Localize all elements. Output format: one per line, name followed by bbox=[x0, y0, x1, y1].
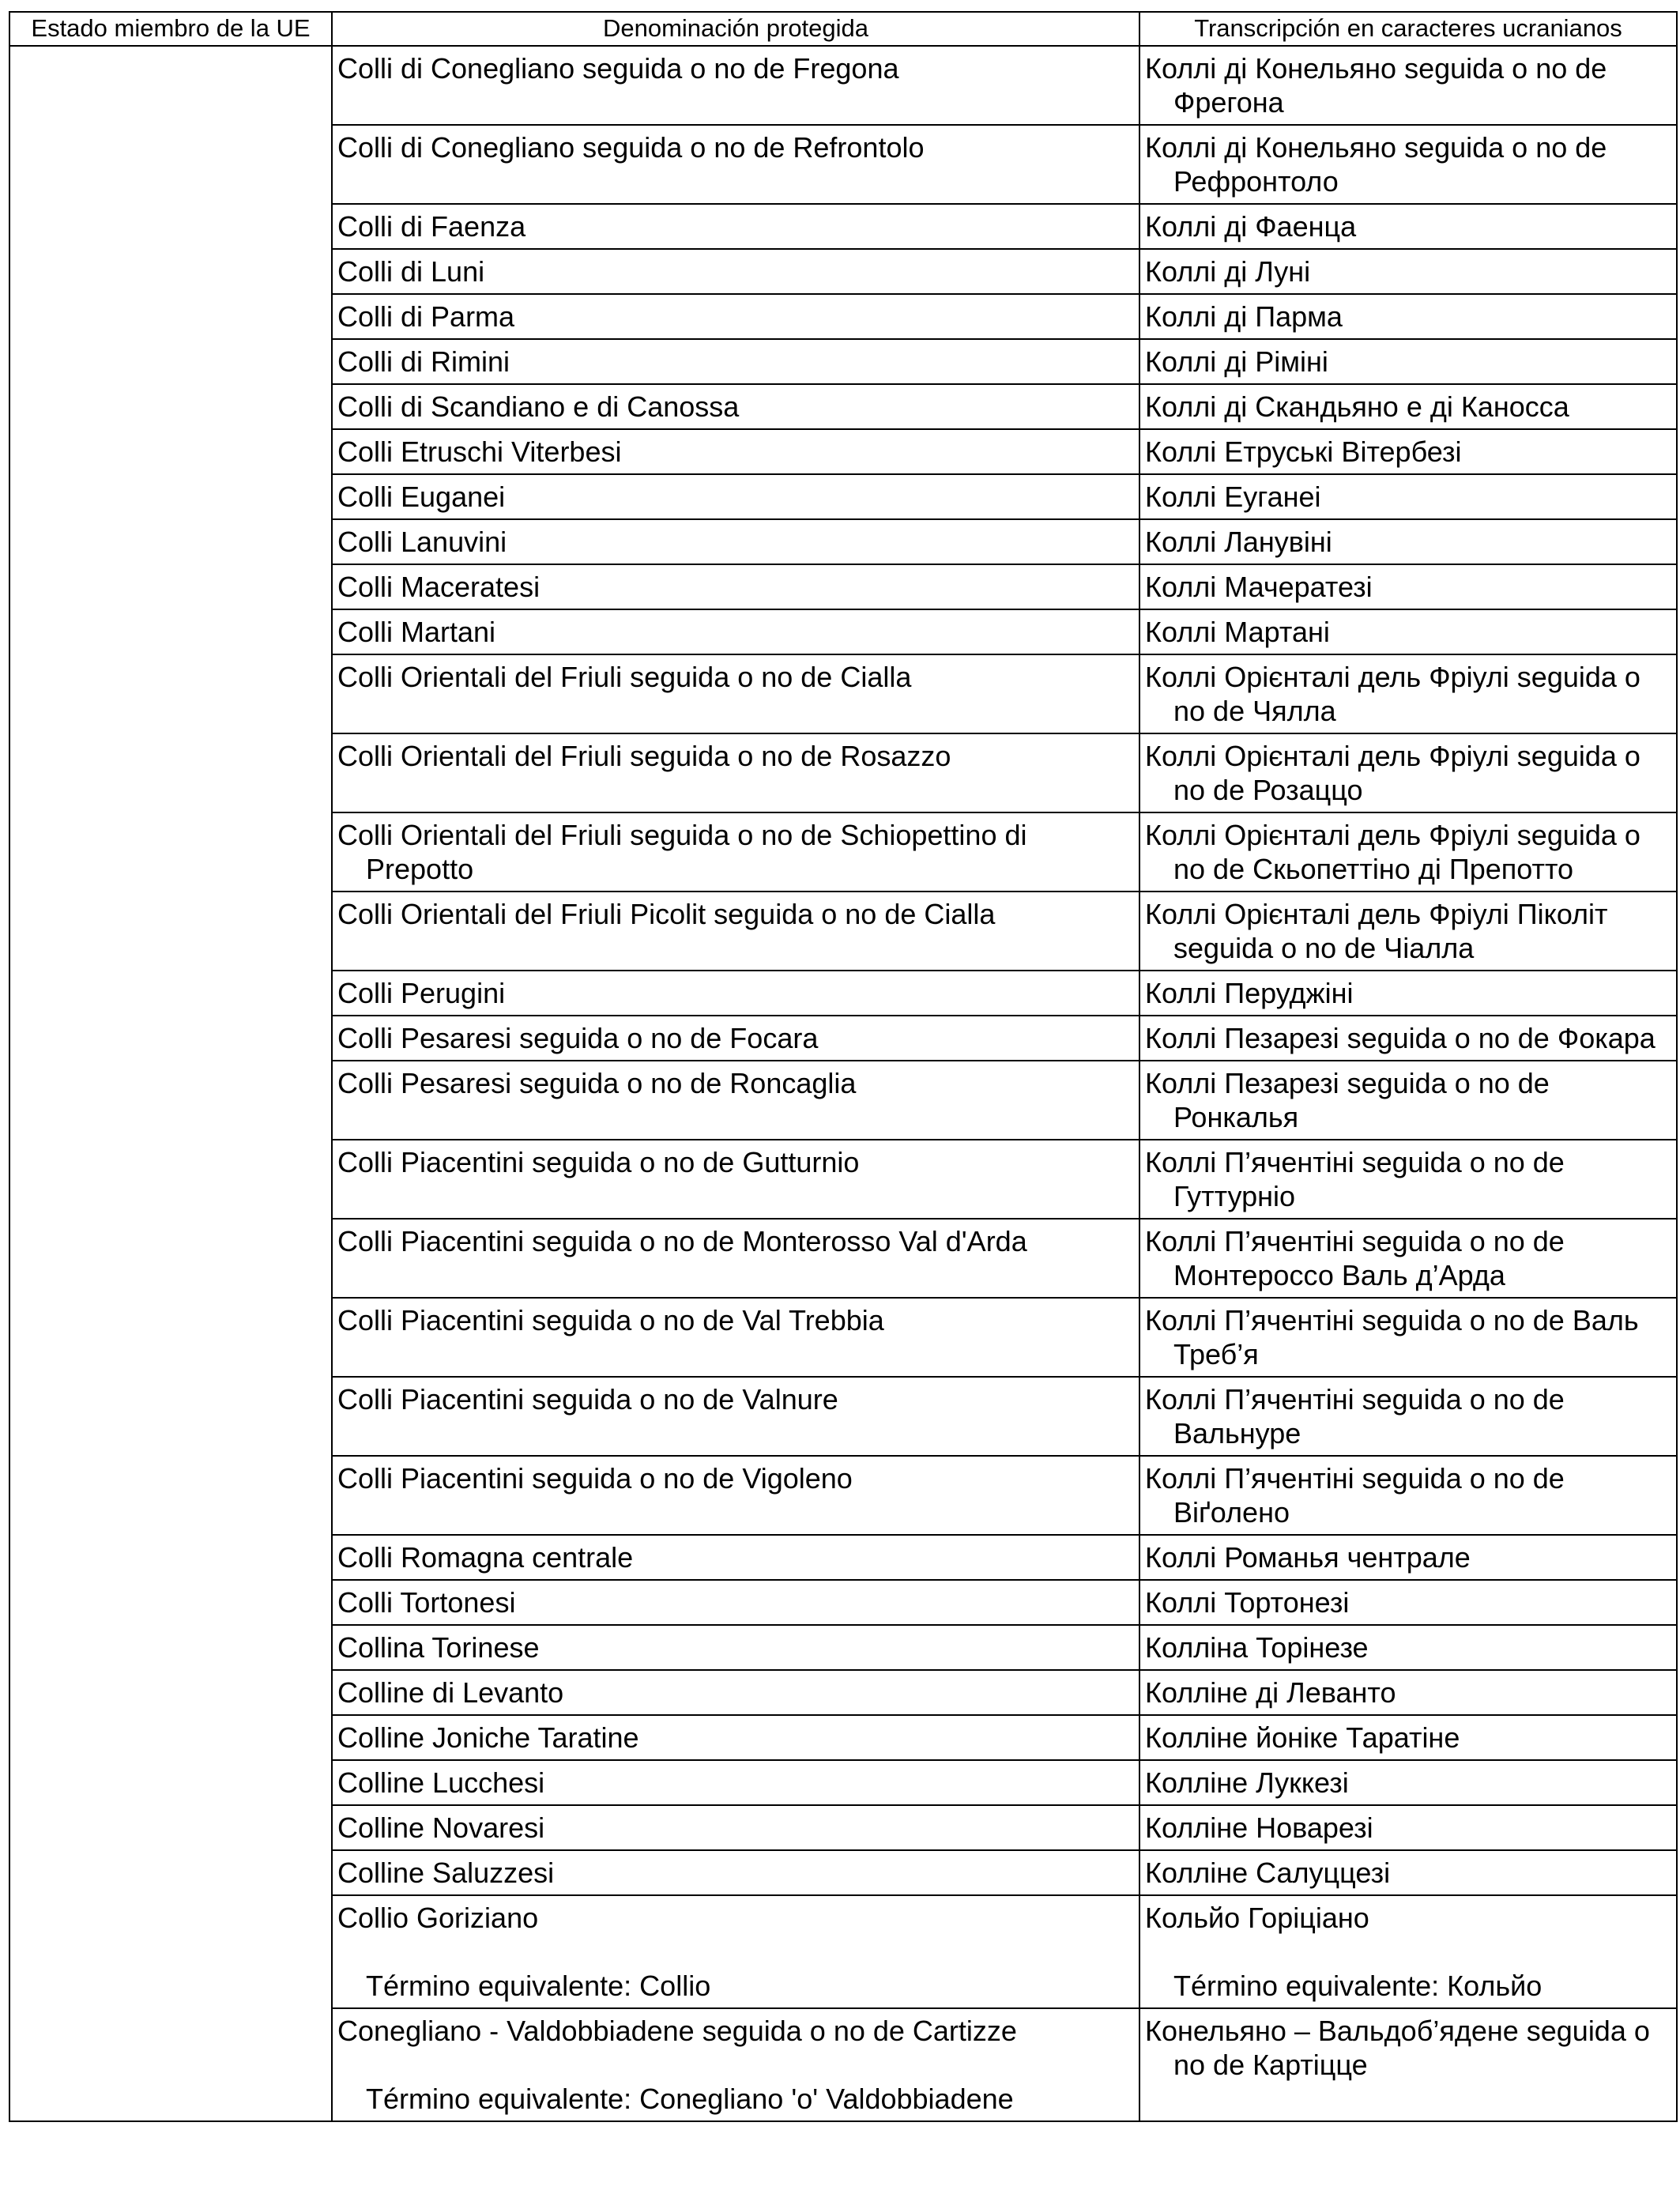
protected-name-cell bbox=[332, 1850, 1139, 1895]
protected-name-cell-text: Colli Orientali del Friuli seguida o no de Rosazzo bbox=[337, 740, 951, 772]
transcription-cell bbox=[1139, 474, 1677, 519]
protected-name-cell-text: Colli di Scandiano e di Canossa bbox=[337, 390, 740, 423]
transcription-cell bbox=[1139, 1377, 1677, 1456]
protected-name-cell bbox=[332, 1760, 1139, 1805]
protected-name-cell-text: Colli Martani bbox=[337, 616, 496, 648]
equivalent-term: Término equivalente: Collio bbox=[366, 1970, 711, 2002]
transcription-cell-text: Коллі Пезарезі seguida o no de Фокара bbox=[1145, 1022, 1656, 1054]
protected-name-cell bbox=[332, 1535, 1139, 1580]
transcription-cell bbox=[1139, 1298, 1677, 1377]
transcription-cell-text: Коллі ді Луні bbox=[1145, 255, 1311, 288]
protected-name-cell-text: Colline di Levanto bbox=[337, 1676, 564, 1709]
transcription-cell-text: Коллі Ланувіні bbox=[1145, 526, 1332, 558]
protected-name-cell-text: Colli Lanuvini bbox=[337, 526, 507, 558]
protected-name-cell bbox=[332, 564, 1139, 609]
transcription-cell bbox=[1139, 1670, 1677, 1715]
protected-name-cell-text: Colli di Luni bbox=[337, 255, 485, 288]
transcription-cell bbox=[1139, 1625, 1677, 1670]
protected-name-cell bbox=[332, 204, 1139, 249]
protected-name-cell bbox=[332, 429, 1139, 474]
protected-name-cell bbox=[332, 1670, 1139, 1715]
transcription-cell-text: Коллі Пезарезі seguida o no de Ронкалья bbox=[1145, 1067, 1550, 1133]
protected-name-cell bbox=[332, 249, 1139, 294]
header-ukrainian-transcription: Transcripción en caracteres ucranianos bbox=[1139, 12, 1677, 46]
transcription-cell-text: Коллі П’ячентіні seguida o no de Віґолено bbox=[1145, 1462, 1565, 1529]
header-protected-name: Denominación protegida bbox=[332, 12, 1139, 46]
protected-name-cell bbox=[332, 294, 1139, 339]
transcription-cell bbox=[1139, 1580, 1677, 1625]
transcription-cell-text: Коллі Романья чентрале bbox=[1145, 1541, 1471, 1574]
protected-name-cell-text: Conegliano - Valdobbiadene seguida o no de Cartizze bbox=[337, 2015, 1017, 2047]
transcription-cell bbox=[1139, 1061, 1677, 1140]
transcription-cell bbox=[1139, 609, 1677, 654]
protected-name-cell bbox=[332, 892, 1139, 971]
protected-name-cell bbox=[332, 1580, 1139, 1625]
protected-name-cell bbox=[332, 1061, 1139, 1140]
transcription-cell-text: Коллі П’ячентіні seguida o no de Гуттурніо bbox=[1145, 1146, 1565, 1212]
member-state-cell bbox=[9, 46, 332, 2121]
protected-name-cell-text: Collina Torinese bbox=[337, 1631, 540, 1664]
protected-name-cell-text: Colline Joniche Taratine bbox=[337, 1721, 639, 1754]
protected-name-cell-text: Colli Piacentini seguida o no de Valnure bbox=[337, 1383, 838, 1416]
protected-name-cell bbox=[332, 1016, 1139, 1061]
transcription-cell bbox=[1139, 1715, 1677, 1760]
transcription-cell-text: Коллі Мартані bbox=[1145, 616, 1330, 648]
protected-name-cell-text: Colli Orientali del Friuli Picolit seguida o no de Cialla bbox=[337, 898, 996, 930]
transcription-cell-text: Колліне ді Леванто bbox=[1145, 1676, 1396, 1709]
transcription-cell-text: Коллі Етруські Вітербезі bbox=[1145, 435, 1462, 468]
protected-name-cell bbox=[332, 1140, 1139, 1219]
transcription-cell-text: Колліне йонiке Таратіне bbox=[1145, 1721, 1460, 1754]
transcription-cell-text: Коллі Мачератезі bbox=[1145, 571, 1373, 603]
protected-name-cell bbox=[332, 2008, 1139, 2121]
transcription-cell bbox=[1139, 2008, 1677, 2121]
protected-name-cell-text: Collio Goriziano bbox=[337, 1902, 539, 1934]
protected-name-cell-text: Colli Maceratesi bbox=[337, 571, 541, 603]
transcription-cell bbox=[1139, 564, 1677, 609]
protected-name-cell bbox=[332, 339, 1139, 384]
transcription-cell bbox=[1139, 971, 1677, 1016]
protected-name-cell bbox=[332, 1715, 1139, 1760]
transcription-cell bbox=[1139, 812, 1677, 892]
transcription-cell bbox=[1139, 1895, 1677, 2008]
transcription-cell-text: Конельяно – Вальдоб’ядене seguida o no de Картіцце bbox=[1145, 2015, 1650, 2081]
transcription-cell-text: Колліне Луккезі bbox=[1145, 1766, 1349, 1799]
designations-table bbox=[9, 11, 1678, 2122]
protected-name-cell-text: Colli di Rimini bbox=[337, 345, 510, 378]
transcription-cell-text: Кольйо Горіціано bbox=[1145, 1902, 1369, 1934]
protected-name-cell bbox=[332, 609, 1139, 654]
protected-name-cell bbox=[332, 812, 1139, 892]
header-member-state: Estado miembro de la UE bbox=[9, 12, 332, 46]
transcription-cell-text: Коллі П’ячентіні seguida o no de Монтероссо Валь д’Арда bbox=[1145, 1225, 1565, 1291]
protected-name-cell bbox=[332, 1219, 1139, 1298]
protected-name-cell-text: Colli Orientali del Friuli seguida o no de Cialla bbox=[337, 661, 912, 693]
protected-name-cell-text: Colli Piacentini seguida o no de Gutturnio bbox=[337, 1146, 860, 1178]
transcription-cell bbox=[1139, 733, 1677, 812]
transcription-cell-text: Коллі ді Парма bbox=[1145, 300, 1343, 333]
transcription-cell bbox=[1139, 1456, 1677, 1535]
transcription-cell bbox=[1139, 1219, 1677, 1298]
transcription-cell-text: Коллі ді Фаенца bbox=[1145, 210, 1357, 243]
protected-name-cell-text: Colli Perugini bbox=[337, 977, 506, 1009]
transcription-cell-text: Коллі Перуджіні bbox=[1145, 977, 1354, 1009]
protected-name-cell-text: Colli di Parma bbox=[337, 300, 515, 333]
transcription-cell-text: Коллі П’ячентіні seguida o no de Вальнуре bbox=[1145, 1383, 1565, 1449]
protected-name-cell bbox=[332, 1805, 1139, 1850]
protected-name-cell bbox=[332, 1377, 1139, 1456]
protected-name-cell bbox=[332, 519, 1139, 564]
transcription-cell bbox=[1139, 429, 1677, 474]
protected-name-cell-text: Colli Piacentini seguida o no de Vigoleno bbox=[337, 1462, 853, 1495]
protected-name-cell-text: Colli Orientali del Friuli seguida o no de Schiopettino di Prepotto bbox=[337, 819, 1027, 885]
transcription-cell-text: Коллі Орієнталі дель Фріулі seguida o no de Розаццо bbox=[1145, 740, 1640, 806]
transcription-cell bbox=[1139, 384, 1677, 429]
protected-name-cell-text: Colli Pesaresi seguida o no de Roncaglia bbox=[337, 1067, 857, 1099]
protected-name-cell-text: Colli Romagna centrale bbox=[337, 1541, 634, 1574]
header-row bbox=[9, 12, 1677, 46]
protected-name-cell-text: Colli di Conegliano seguida o no de Fregona bbox=[337, 52, 899, 85]
transcription-cell-text: Коллі ді Ріміні bbox=[1145, 345, 1328, 378]
protected-name-cell-text: Colli Tortonesi bbox=[337, 1586, 516, 1619]
transcription-cell bbox=[1139, 1760, 1677, 1805]
protected-name-cell bbox=[332, 1625, 1139, 1670]
transcription-cell bbox=[1139, 1535, 1677, 1580]
transcription-cell bbox=[1139, 339, 1677, 384]
transcription-cell bbox=[1139, 654, 1677, 733]
transcription-cell-text: Коллі ді Конельяно seguida o no de Фрегона bbox=[1145, 52, 1607, 119]
transcription-cell bbox=[1139, 294, 1677, 339]
transcription-cell-text: Коллі Орієнталі дель Фріулі seguida o no de Скьопеттіно ді Препотто bbox=[1145, 819, 1640, 885]
transcription-cell bbox=[1139, 1140, 1677, 1219]
equivalent-term: Término equivalente: Кольйо bbox=[1173, 1970, 1543, 2002]
protected-name-cell-text: Colline Saluzzesi bbox=[337, 1857, 555, 1889]
transcription-cell bbox=[1139, 519, 1677, 564]
protected-name-cell-text: Colline Lucchesi bbox=[337, 1766, 545, 1799]
transcription-cell-text: Коллі Орієнталі дель Фріулі seguida o no de Чялла bbox=[1145, 661, 1640, 727]
transcription-cell bbox=[1139, 249, 1677, 294]
transcription-cell bbox=[1139, 46, 1677, 125]
transcription-cell bbox=[1139, 204, 1677, 249]
equivalent-term: Término equivalente: Conegliano 'o' Valdobbiadene bbox=[366, 2083, 1014, 2115]
transcription-cell-text: Колліне Новарезі bbox=[1145, 1811, 1373, 1844]
transcription-cell-text: Коллі ді Скандьяно е ді Каносса bbox=[1145, 390, 1569, 423]
transcription-cell-text: Коллі Тортонезі bbox=[1145, 1586, 1350, 1619]
transcription-cell bbox=[1139, 1850, 1677, 1895]
protected-name-cell bbox=[332, 733, 1139, 812]
transcription-cell bbox=[1139, 1805, 1677, 1850]
transcription-cell-text: Колліна Торінезе bbox=[1145, 1631, 1369, 1664]
protected-name-cell-text: Colli Etruschi Viterbesi bbox=[337, 435, 622, 468]
protected-name-cell-text: Colli Piacentini seguida o no de Monterosso Val d'Arda bbox=[337, 1225, 1027, 1257]
protected-name-cell bbox=[332, 1895, 1139, 2008]
transcription-cell bbox=[1139, 892, 1677, 971]
transcription-cell-text: Коллі ді Конельяно seguida o no de Рефронтоло bbox=[1145, 131, 1607, 198]
protected-name-cell bbox=[332, 654, 1139, 733]
protected-name-cell bbox=[332, 384, 1139, 429]
protected-name-cell-text: Colli Pesaresi seguida o no de Focara bbox=[337, 1022, 819, 1054]
transcription-cell bbox=[1139, 125, 1677, 204]
transcription-cell-text: Колліне Салуццезі bbox=[1145, 1857, 1391, 1889]
transcription-cell-text: Коллі Орієнталі дель Фріулі Піколіт seguida o no de Чіалла bbox=[1145, 898, 1608, 964]
protected-name-cell-text: Colli Euganei bbox=[337, 481, 506, 513]
table-row bbox=[9, 46, 1677, 125]
protected-name-cell-text: Colline Novaresi bbox=[337, 1811, 545, 1844]
protected-name-cell bbox=[332, 474, 1139, 519]
protected-name-cell-text: Colli Piacentini seguida o no de Val Trebbia bbox=[337, 1304, 884, 1336]
protected-name-cell bbox=[332, 1298, 1139, 1377]
transcription-cell-text: Коллі П’ячентіні seguida o no de Валь Треб’я bbox=[1145, 1304, 1639, 1370]
protected-name-cell-text: Colli di Faenza bbox=[337, 210, 526, 243]
protected-name-cell bbox=[332, 971, 1139, 1016]
transcription-cell bbox=[1139, 1016, 1677, 1061]
protected-name-cell-text: Colli di Conegliano seguida o no de Refrontolo bbox=[337, 131, 925, 164]
transcription-cell-text: Коллі Еуганеі bbox=[1145, 481, 1321, 513]
protected-name-cell bbox=[332, 1456, 1139, 1535]
protected-name-cell bbox=[332, 46, 1139, 125]
protected-name-cell bbox=[332, 125, 1139, 204]
